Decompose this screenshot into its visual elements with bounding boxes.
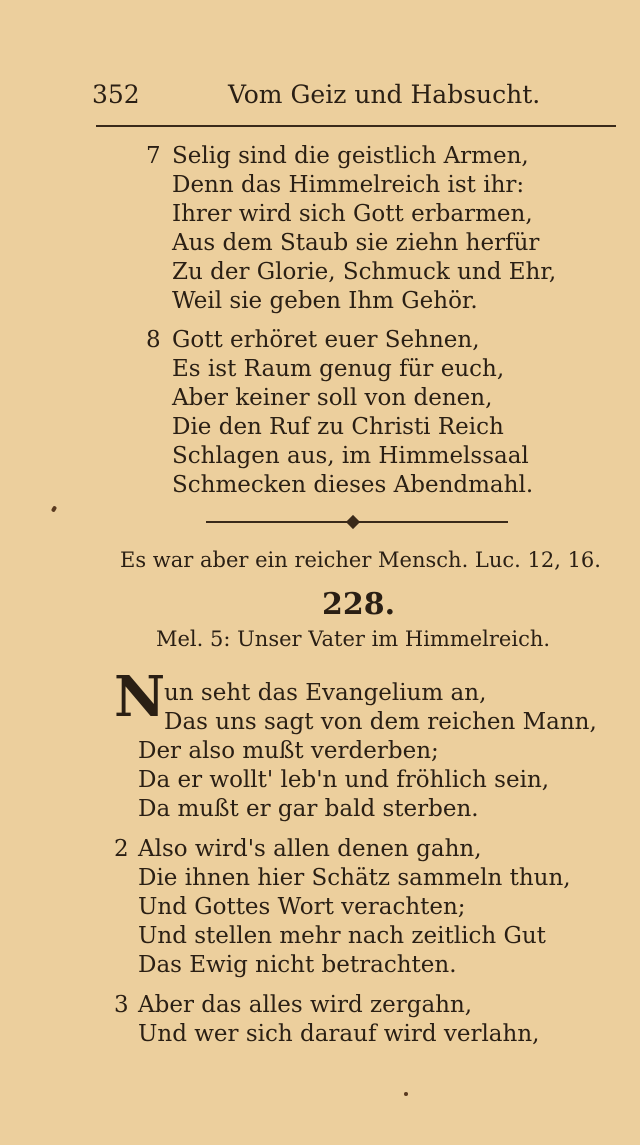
page-number: 352 — [92, 80, 140, 109]
verse-line: Da er wollt' leb'n und fröhlich sein, — [138, 767, 550, 793]
verse-number-7: 7 — [146, 143, 161, 169]
verse-line: Schmecken dieses Abendmahl. — [172, 472, 534, 498]
verse-line: Und Gottes Wort verachten; — [138, 894, 466, 920]
paper-speck — [404, 1092, 408, 1096]
verse-number-8: 8 — [146, 327, 161, 353]
verse-line: Also wird's allen denen gahn, — [138, 836, 482, 862]
verse-number-2: 2 — [114, 836, 129, 862]
verse-line: Denn das Himmelreich ist ihr: — [172, 172, 525, 198]
header-rule — [96, 125, 616, 127]
drop-cap: N — [114, 664, 166, 730]
verse-line: Gott erhöret euer Sehnen, — [172, 327, 480, 353]
verse-line: Und wer sich darauf wird verlahn, — [138, 1021, 540, 1047]
verse-line: Aber keiner soll von denen, — [172, 385, 493, 411]
verse-line: Zu der Glorie, Schmuck und Ehr, — [172, 259, 557, 285]
ornament-diamond-icon — [346, 515, 360, 529]
verse-number-3: 3 — [114, 992, 129, 1018]
verse-line: Selig sind die geistlich Armen, — [172, 143, 529, 169]
verse-line: Schlagen aus, im Himmelssaal — [172, 443, 529, 469]
verse-line: Der also mußt verderben; — [138, 738, 439, 764]
verse-line: Die den Ruf zu Christi Reich — [172, 414, 504, 440]
scripture-reference: Es war aber ein reicher Mensch. Luc. 12, 16. — [120, 548, 601, 572]
melody-note: Mel. 5: Unser Vater im Himmelreich. — [156, 627, 551, 651]
verse-line: Es ist Raum genug für euch, — [172, 356, 505, 382]
verse-line: Ihrer wird sich Gott erbarmen, — [172, 201, 533, 227]
verse-line: Das uns sagt von dem reichen Mann, — [164, 709, 597, 735]
verse-line: Und stellen mehr nach zeitlich Gut — [138, 923, 546, 949]
hymn-number: 228. — [322, 587, 396, 622]
verse-line: Das Ewig nicht betrachten. — [138, 952, 457, 978]
verse-line: un seht das Evangelium an, — [164, 680, 487, 706]
verse-line: Da mußt er gar bald sterben. — [138, 796, 479, 822]
running-title: Vom Geiz und Habsucht. — [228, 80, 541, 109]
verse-line: Die ihnen hier Schätz sammeln thun, — [138, 865, 571, 891]
verse-line: Weil sie geben Ihm Gehör. — [172, 288, 478, 314]
paper-speck — [51, 505, 57, 512]
verse-line: Aber das alles wird zergahn, — [138, 992, 473, 1018]
verse-line: Aus dem Staub sie ziehn herfür — [172, 230, 540, 256]
